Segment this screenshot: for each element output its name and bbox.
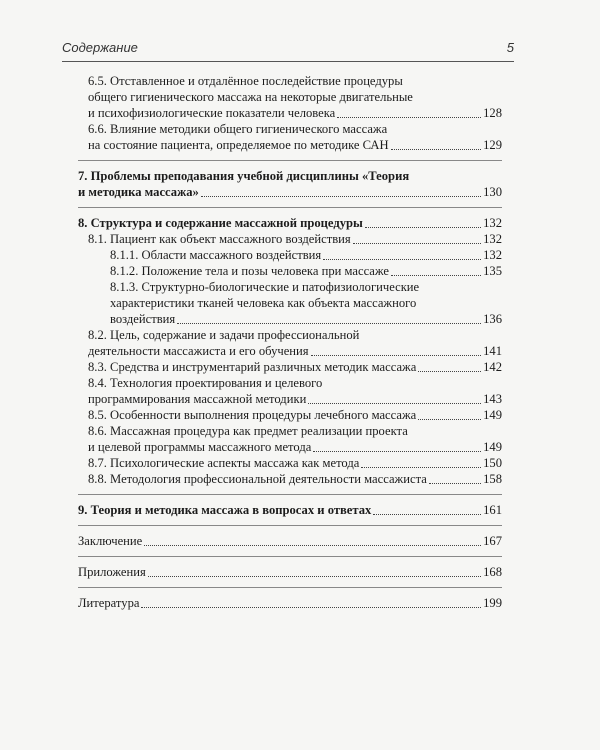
toc-chapter-8[interactable] <box>78 215 502 231</box>
toc-entry-text: и психофизиологические показатели человека <box>88 106 336 120</box>
table-of-contents <box>78 73 502 611</box>
toc-entry-text: 8.1.2. Положение тела и позы человека при массаже <box>110 264 390 278</box>
toc-entry-text: 8.1.1. Области массажного воздействия <box>110 248 322 262</box>
section-divider <box>78 160 502 161</box>
dot-leader <box>391 264 481 276</box>
toc-chapter-text: 9. Теория и методика массажа в вопросах и ответах <box>78 503 372 517</box>
section-divider <box>78 494 502 495</box>
toc-entry-text: Литература <box>78 596 140 610</box>
toc-page-number: 199 <box>483 596 502 610</box>
toc-chapter-text: 8. Структура и содержание массажной процедуры <box>78 216 363 230</box>
page-number: 5 <box>506 40 514 55</box>
dot-leader <box>418 408 481 420</box>
toc-literature[interactable] <box>78 595 502 611</box>
toc-entry-text: деятельности массажиста и его обучения <box>88 344 309 358</box>
toc-entry-text: 8.2. Цель, содержание и задачи профессиональной <box>88 328 360 342</box>
toc-entry-text: 6.6. Влияние методики общего гигиенического массажа <box>88 122 388 136</box>
toc-page-number: 135 <box>483 264 502 278</box>
dot-leader <box>337 106 481 118</box>
toc-entry-text: 6.5. Отставленное и отдалённое последействие процедуры <box>88 74 403 88</box>
running-title: Содержание <box>62 40 138 55</box>
toc-page-number: 130 <box>483 185 502 199</box>
dot-leader <box>323 248 481 260</box>
dot-leader <box>373 503 481 515</box>
toc-chapter-7[interactable] <box>78 168 502 200</box>
toc-entry-text: 8.4. Технология проектирования и целевого <box>88 376 323 390</box>
toc-page-number: 141 <box>483 344 502 358</box>
dot-leader <box>429 472 481 484</box>
dot-leader <box>148 565 481 577</box>
toc-entry-8-2[interactable] <box>78 327 502 359</box>
toc-conclusion[interactable] <box>78 533 502 549</box>
toc-entry-text: Заключение <box>78 534 143 548</box>
toc-page-number: 129 <box>483 138 502 152</box>
toc-entry-text: 8.8. Методология профессиональной деятельности массажиста <box>88 472 427 486</box>
toc-page-number: 149 <box>483 408 502 422</box>
toc-page-number: 143 <box>483 392 502 406</box>
toc-entry-8-1-2[interactable] <box>78 263 502 279</box>
dot-leader <box>201 185 481 197</box>
toc-page-number: 132 <box>483 216 502 230</box>
dot-leader <box>313 440 481 452</box>
dot-leader <box>391 138 482 150</box>
dot-leader <box>311 344 482 356</box>
toc-entry-8-8[interactable] <box>78 471 502 487</box>
dot-leader <box>308 392 481 404</box>
toc-page-number: 167 <box>483 534 502 548</box>
header-rule <box>62 61 514 62</box>
section-divider <box>78 207 502 208</box>
toc-entry-text: 8.1.3. Структурно-биологические и патофизиологические <box>110 280 420 294</box>
toc-entry-text: характеристики тканей человека как объекта массажного <box>110 296 417 310</box>
toc-entry-text: на состояние пациента, определяемое по методике САН <box>88 138 389 152</box>
toc-entry-8-1-1[interactable] <box>78 247 502 263</box>
toc-entry-8-1-3[interactable] <box>78 279 502 327</box>
dot-leader <box>177 312 481 324</box>
dot-leader <box>365 216 481 228</box>
toc-entry-text: 8.3. Средства и инструментарий различных методик массажа <box>88 360 417 374</box>
toc-chapter-text: 7. Проблемы преподавания учебной дисциплины «Теория <box>78 169 410 183</box>
section-divider <box>78 525 502 526</box>
dot-leader <box>353 232 481 244</box>
toc-entry-8-6[interactable] <box>78 423 502 455</box>
toc-entry-text: Приложения <box>78 565 146 579</box>
toc-entry-6-5[interactable] <box>78 73 502 121</box>
toc-page-number: 132 <box>483 248 502 262</box>
dot-leader <box>361 456 481 468</box>
toc-page-number: 150 <box>483 456 502 470</box>
toc-page-number: 132 <box>483 232 502 246</box>
toc-chapter-9[interactable] <box>78 502 502 518</box>
toc-page-number: 136 <box>483 312 502 326</box>
toc-page-number: 158 <box>483 472 502 486</box>
toc-entry-text: 8.1. Пациент как объект массажного воздействия <box>88 232 351 246</box>
section-divider <box>78 587 502 588</box>
section-divider <box>78 556 502 557</box>
toc-page-number: 128 <box>483 106 502 120</box>
toc-entry-text: общего гигиенического массажа на некоторые двигательные <box>88 90 413 104</box>
page-header <box>62 40 514 62</box>
toc-entry-text: программирования массажной методики <box>88 392 307 406</box>
toc-entry-text: и целевой программы массажного метода <box>88 440 312 454</box>
toc-entry-text: 8.5. Особенности выполнения процедуры лечебного массажа <box>88 408 417 422</box>
toc-entry-8-1[interactable] <box>78 231 502 247</box>
toc-entry-text: 8.7. Психологические аспекты массажа как метода <box>88 456 360 470</box>
toc-page-number: 149 <box>483 440 502 454</box>
toc-entry-text: воздействия <box>110 312 176 326</box>
toc-chapter-text: и методика массажа» <box>78 185 199 199</box>
toc-page-number: 161 <box>483 503 502 517</box>
toc-entry-8-5[interactable] <box>78 407 502 423</box>
dot-leader <box>141 596 481 608</box>
toc-entry-text: 8.6. Массажная процедура как предмет реализации проекта <box>88 424 408 438</box>
dot-leader <box>144 534 481 546</box>
toc-page-number: 142 <box>483 360 502 374</box>
toc-entry-8-4[interactable] <box>78 375 502 407</box>
toc-entry-8-7[interactable] <box>78 455 502 471</box>
toc-entry-6-6[interactable] <box>78 121 502 153</box>
toc-page-number: 168 <box>483 565 502 579</box>
toc-appendix[interactable] <box>78 564 502 580</box>
dot-leader <box>418 360 481 372</box>
toc-entry-8-3[interactable] <box>78 359 502 375</box>
